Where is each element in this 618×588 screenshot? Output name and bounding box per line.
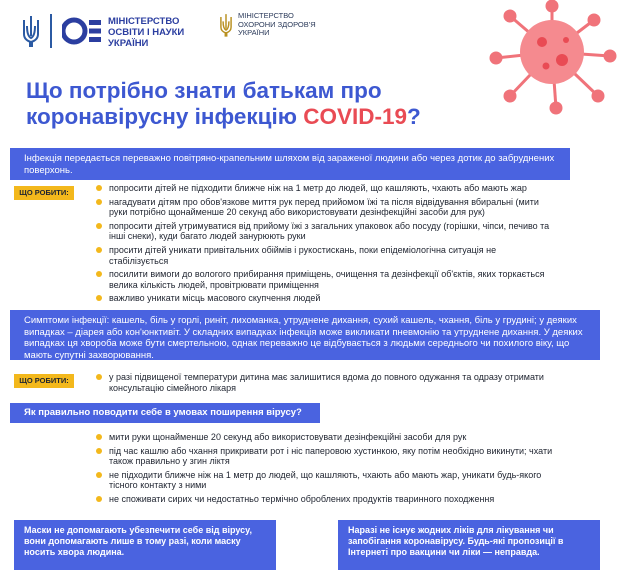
bullet-icon [96, 295, 102, 301]
bullet-icon [96, 185, 102, 191]
list-item [96, 245, 556, 266]
bullet-icon [96, 434, 102, 440]
bullet-icon [96, 271, 102, 277]
title-accent: COVID-19 [303, 104, 408, 129]
what-to-do-tag [14, 186, 74, 200]
page-title [26, 78, 496, 130]
list-item [96, 432, 566, 443]
what-to-do-label: ЩО РОБИТИ: [19, 188, 69, 197]
section1-list [96, 183, 556, 307]
title-line-1: Що потрібно знати батькам про [26, 78, 382, 103]
title-line-2 [26, 104, 496, 130]
masks-note-text: Маски не допомагають убезпечити себе від вірусу, вони допомагають лише в тому разі, коли маску носить хвора людина. [24, 525, 253, 557]
title-end: ? [407, 104, 421, 129]
list-item-text: під час кашлю або чхання прикривати рот і ніс паперовою хустинкою, яку потім необхідно викинути; чхати також правильно у згин ліктя [109, 445, 553, 467]
bullet-icon [96, 448, 102, 454]
symptoms-text: Симптоми інфекції: кашель, біль у горлі, риніт, лихоманка, утруднене дихання, сухий кашель, чхання, біль у грудині; у деяких випадках – діарея або кон'юнктивіт. У складних випадках інфекція може викликати пневмонію та утруднене дихання. У деяких випадках ця хвороба може бути смертельною, однак переважно це відбувається з людьми середнього чи похилого віку, що мають супутні захворювання. [24, 315, 583, 361]
no-cure-note [338, 520, 600, 570]
symptoms-bar [10, 310, 600, 360]
trident-icon [20, 14, 42, 48]
ministry-education-name: МІНІСТЕРСТВО ОСВІТИ І НАУКИ УКРАЇНИ [108, 16, 185, 49]
list-item [96, 293, 556, 304]
bullet-icon [96, 472, 102, 478]
ministry-education-logo [62, 16, 102, 46]
transmission-info-bar [10, 148, 570, 180]
behavior-heading-bar [10, 403, 320, 423]
bullet-icon [96, 247, 102, 253]
list-item-text: у разі підвищеної температури дитина має залишитися вдома до повного одужання та одразу отримати консультацію сімейного лікаря [109, 372, 544, 393]
list-item-text: попросити дітей не підходити ближче ніж на 1 метр до людей, що кашляють, чхають або мають жар [109, 183, 527, 193]
list-item [96, 372, 566, 393]
list-item-text: посилити вимоги до вологого прибирання приміщень, очищення та дезінфекції об'єктів, яких торкається велика кількість людей, провітрювати приміщення [109, 269, 545, 290]
bullet-icon [96, 199, 102, 205]
section2-list [96, 372, 566, 396]
what-to-do-tag [14, 374, 74, 388]
list-item [96, 494, 566, 505]
bullet-icon [96, 496, 102, 502]
list-item-text: не споживати сирих чи недостатньо термічно оброблених продуктів тваринного походження [109, 493, 495, 504]
bullet-icon [96, 223, 102, 229]
section3-list [96, 432, 566, 508]
list-item [96, 183, 556, 194]
list-item-text: мити руки щонайменше 20 секунд або використовувати дезінфекційні засоби для рук [109, 432, 467, 442]
trident-icon [218, 12, 234, 38]
list-item-text: важливо уникати місць масового скупчення людей [109, 293, 321, 304]
list-item [96, 197, 556, 218]
virus-illustration [486, 0, 618, 120]
list-item [96, 269, 556, 290]
divider [50, 14, 52, 48]
list-item-text: нагадувати дітям про обов'язкове миття рук перед прийомом їжі та після відвідування вбиральні (мити руки потрібно щонайменше 20 секунд або використовувати дезінфекційні засоби для рук) [109, 196, 539, 218]
list-item-text: просити дітей уникати привітальних обіймів і рукостискань, поки епідеміологічна ситуація не стабілізується [109, 244, 497, 266]
list-item [96, 470, 566, 491]
transmission-info-text: Інфекція передається переважно повітряно-крапельним шляхом від зараженої людини або через дотик до забруднених поверхонь. [24, 153, 555, 176]
ministry-health-name: МІНІСТЕРСТВО ОХОРОНИ ЗДОРОВ'Я УКРАЇНИ [238, 11, 316, 38]
no-cure-note-text: Наразі не існує жодних ліків для лікування чи запобігання коронавірусу. Будь-які пропозиції в Інтернеті про вакцини чи ліки — неправда. [348, 525, 564, 557]
list-item-text: попросити дітей утримуватися від прийому їжі з загальних упаковок або посуду (горішки, чіпси, печиво та інші снеки), куди багато людей занурюють руки [109, 220, 550, 242]
list-item [96, 446, 566, 467]
bullet-icon [96, 374, 102, 380]
list-item [96, 221, 556, 242]
behavior-heading: Як правильно поводити себе в умовах поширення вірусу? [24, 407, 302, 418]
masks-note [14, 520, 276, 570]
list-item-text: не підходити ближче ніж на 1 метр до людей, що кашляють, чхають або мають жар, уникати будь-якого тісного контакту з ними [109, 469, 542, 491]
title-line-2-text: коронавірусну інфекцію [26, 104, 297, 129]
what-to-do-label: ЩО РОБИТИ: [19, 376, 69, 385]
